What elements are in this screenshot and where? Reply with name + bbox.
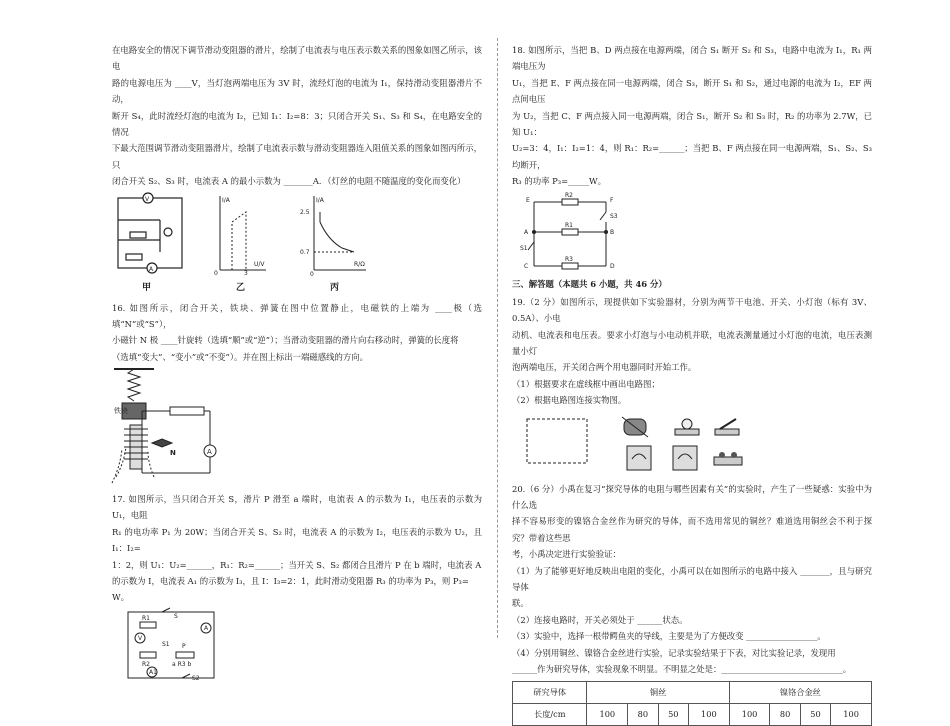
q15-figures [112, 192, 482, 276]
column-divider [497, 38, 498, 638]
axis-label: I/A [222, 196, 230, 204]
q16-line: （选填“变大”、“变小”或“不变”）。并在图上标出一端磁感线的方向。 [112, 351, 368, 362]
q16-figure [114, 367, 234, 487]
q15-circuit-jia [112, 192, 190, 276]
fig-label: A [207, 448, 212, 457]
battery-icon [712, 447, 744, 469]
table-cell: 100 [587, 704, 628, 726]
axis-label: U/V [254, 260, 265, 268]
bulb-icon [672, 415, 702, 439]
q17-line: 17. 如图所示，当只闭合开关 S，滑片 P 滑至 a 端时，电流表 A 的示数为 I₁，电压表的示数为 U₁，电阻 [112, 494, 482, 521]
fig-label: A [524, 228, 529, 236]
fig-label: S1 [162, 640, 170, 648]
q19-line: 泡两端电压，开关闭合两个用电器同时开始工作。 [512, 362, 697, 373]
q15-line: 在电路安全的情况下调节滑动变阻器的滑片，绘制了电流表与电压表示数关系的图象如图乙所示，该电 [112, 45, 482, 72]
table-cell: 50 [800, 704, 830, 726]
fig-label: V [138, 634, 143, 642]
axis-origin: 0 [214, 269, 218, 277]
fig-label: R2 [565, 191, 573, 199]
table-cell: 100 [831, 704, 872, 726]
fig-label: N [170, 449, 176, 458]
q20-line: 20.（6 分）小禹在复习“探究导体的电阻与哪些因素有关”的实验时，产生了一些疑惑：实验中为什么选 [512, 483, 872, 511]
question-19 [512, 294, 872, 409]
fig-label: D [610, 262, 615, 270]
fig-label: C [524, 262, 529, 270]
fig-label: S1 [520, 244, 528, 252]
table-header: 铜丝 [587, 682, 729, 704]
q19-apparatus [512, 413, 872, 477]
motor-icon [620, 415, 650, 439]
question-20 [512, 481, 872, 678]
q15-line: 断开 S₄，此时流经灯泡的电流为 I₂，已知 I₁：I₂=8：3；只闭合开关 S₁、S₃ 和 S₄，在电路安全的情况 [112, 110, 482, 137]
fig-label: 铁块 [114, 407, 128, 416]
switch-icon [712, 415, 742, 439]
fig-label: B [610, 228, 615, 236]
table-cell: 100 [689, 704, 730, 726]
axis-tick: 0.7 [300, 248, 310, 256]
table-header: 镍铬合金丝 [729, 682, 871, 704]
q19-line: 动机、电流表和电压表。要求小灯泡与小电动机并联，电流表测量通过小灯泡的电流，电压表测量小灯 [512, 329, 872, 357]
axis-label: R/Ω [354, 260, 365, 268]
fig-label: S3 [610, 212, 618, 220]
fig-label: R3 [565, 255, 573, 263]
q15-graph-yi [212, 192, 268, 276]
q15-line: 闭合开关 S₂、S₃ 时，电流表 A 的最小示数为 _______A．（灯丝的电阻不随温度的变化而变化） [112, 176, 466, 187]
q20-line: （1）为了能够更好地反映出电阻的变化，小禹可以在如图所示的电路中接入 _______，且与研究导体 [512, 565, 872, 592]
q15-figure-labels [112, 280, 482, 294]
table-row [513, 682, 872, 704]
question-15 [112, 42, 482, 190]
q17-line: 的示数为 I，电流表 A₁ 的示数为 I₃，且 I：I₃=2：1，此时滑动变阻器 R₃ 的功率为 P₃，则 P₃= [112, 576, 469, 587]
q20-line: 联。 [512, 598, 529, 609]
fig-label: A [149, 265, 154, 273]
axis-origin: 0 [310, 270, 314, 278]
q18-circuit [520, 192, 620, 272]
table-row-label: 长度/cm [513, 704, 587, 726]
q20-line: （4）分别用铜丝、镍铬合金丝进行实验，记录实验结果于下表，对比实验记录，发现用 [512, 647, 836, 658]
q20-line: ______作为研究导体，实验现象不明显。不明显之处是：_____________________________。 [512, 663, 852, 674]
fig-label: V [145, 195, 150, 203]
ammeter-icon [624, 443, 654, 473]
question-18 [512, 42, 872, 190]
q18-line: 18. 如图所示，当把 B、D 两点接在电源两端，闭合 S₁ 断开 S₂ 和 S₃，电路中电流为 I₁，R₁ 两端电压为 [512, 45, 872, 72]
q18-line: U₂=3：4，I₁：I₂=1：4，则 R₁：R₂=______；当把 B、F 两点接在同一电源两端，S₁、S₂、S₃ 均断开， [512, 143, 872, 170]
q20-line: （2）连接电路时，开关必须处于 ______状态。 [512, 614, 688, 625]
axis-tick: 2.5 [300, 208, 310, 216]
fig-label: A [204, 624, 209, 632]
fig-caption: 乙 [236, 282, 246, 293]
q19-line: （1）根据要求在虚线框中画出电路图； [512, 378, 660, 389]
q19-line: 19.（2 分）如图所示，现提供如下实验器材，分别为两节干电池、开关、小灯泡（标有 3V、0.5A）、小电 [512, 296, 872, 324]
question-17 [112, 491, 482, 606]
circuit-draw-box[interactable] [526, 413, 590, 469]
q20-line: （3）实验中，选择一根带鳄鱼夹的导线，主要是为了方便改变 _________________。 [512, 631, 826, 642]
question-16 [112, 300, 482, 366]
section-3-heading: 三、解答题（本题共 6 小题，共 46 分） [512, 278, 667, 289]
q17-line: 1：2，则 U₁：U₂=______，R₁：R₂=______；当开关 S、S₂ 都闭合且滑片 P 在 b 端时，电流表 A [112, 559, 482, 570]
fig-label: R1 [142, 614, 150, 622]
table-cell: 100 [729, 704, 770, 726]
q18-line: R₃ 的功率 P₃=_____W。 [512, 176, 607, 187]
q16-line: 16. 如图所示，闭合开关，铁块、弹簧在图中位置静止，电磁铁的上端为 ____极（选填“N”或“S”）， [112, 302, 482, 329]
q17-circuit [122, 608, 222, 682]
q18-line: U₁，当把 E、F 两点接在同一电源两端，闭合 S₃，断开 S₁ 和 S₂，通过电源的电流为 I₂，EF 两点间电压 [512, 77, 872, 105]
q15-line: 路的电源电压为 ____V，当灯泡两端电压为 3V 时，流经灯泡的电流为 I₁，保持滑动变阻器滑片不动， [112, 77, 482, 105]
q19-line: （2）根据电路图连接实物图。 [512, 395, 627, 406]
fig-caption: 丙 [330, 282, 340, 293]
q20-line: 考，小禹决定进行实验验证： [512, 549, 621, 560]
fig-label: E [526, 196, 530, 204]
q17-line: W。 [112, 592, 129, 603]
q20-line: 择不容易形变的镍铬合金丝作为研究的导体，而不选用常见的铜丝？难道选用铜丝会不利于探究？带着这些思 [512, 516, 872, 543]
axis-tick: 3 [244, 269, 248, 277]
axis-label: I/A [316, 196, 324, 204]
fig-label: F [610, 196, 614, 204]
table-header: 研究导体 [513, 682, 587, 704]
fig-label: R2 [142, 660, 150, 668]
fig-label: R1 [565, 221, 573, 229]
fig-label: a R3 b [172, 660, 192, 668]
table-cell: 80 [770, 704, 800, 726]
q15-line: 下最大范围调节滑动变阻器滑片，绘制了电流表示数与滑动变阻器连入阻值关系的图象如图丙所示，只 [112, 143, 482, 170]
fig-label: P [182, 642, 186, 650]
fig-label: S2 [192, 674, 200, 682]
left-column [112, 42, 482, 682]
q17-line: R₁ 的电功率 P₁ 为 20W；当闭合开关 S、S₂ 时，电流表 A 的示数为 I₂，电压表的示数为 U₂，且 I₁：I₂= [112, 526, 482, 554]
q20-data-table [512, 681, 872, 726]
fig-label: A1 [149, 668, 157, 676]
q16-line: 小磁针 N 极 ____针旋转（选填“顺”或“逆”）；当滑动变阻器的滑片向右移动时，弹簧的长度将 [112, 335, 459, 346]
right-column [512, 42, 872, 726]
table-cell: 50 [658, 704, 688, 726]
fig-caption: 甲 [142, 282, 152, 293]
fig-label: S [174, 612, 178, 620]
q18-line: 为 U₂，当把 C、F 两点接入同一电源两端，闭合 S₁，断开 S₂ 和 S₃ 时，R₂ 的功率为 2.7W，已知 U₁： [512, 110, 872, 137]
q15-graph-bing [298, 192, 368, 276]
voltmeter-icon [670, 443, 700, 473]
table-cell: 80 [628, 704, 658, 726]
table-row [513, 704, 872, 726]
